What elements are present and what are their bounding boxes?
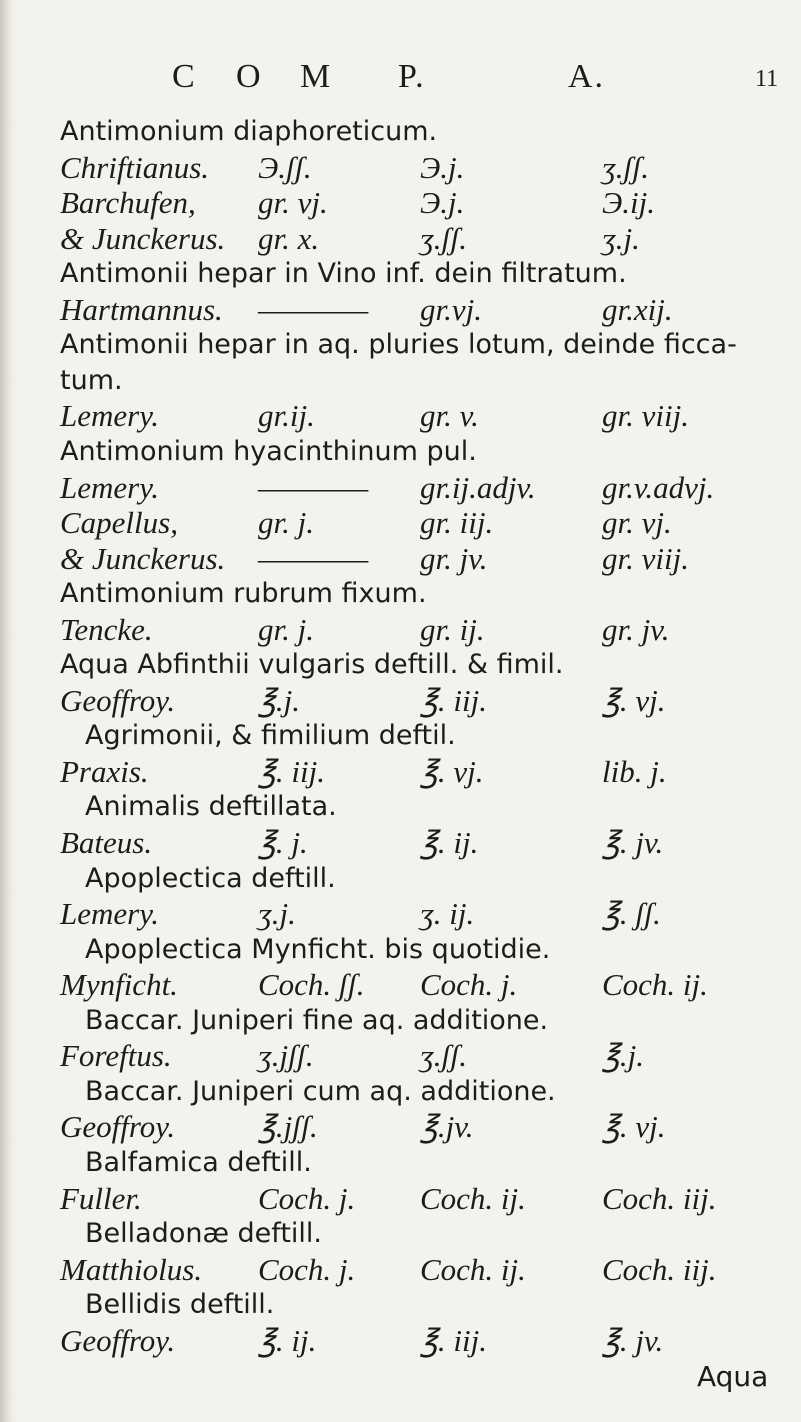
dose-value: ʒ.j. <box>602 220 640 256</box>
dose-value: gr.vj. <box>420 291 482 327</box>
running-header <box>0 58 801 98</box>
line-text: Agrimonii, & fimilium deftil. <box>85 720 456 752</box>
dose-value: gr. vj. <box>602 505 672 541</box>
line-text: Aqua Abfinthii vulgaris deftill. & fimil. <box>60 649 564 681</box>
dose-value: ℥. ij. <box>420 825 479 860</box>
dose-value: ℥. j. <box>258 825 308 860</box>
header-letter: C <box>172 58 197 95</box>
dose-value: gr. viij. <box>602 540 689 576</box>
dose-value: ℥.j. <box>602 1038 645 1074</box>
dose-value: Coch. ij. <box>420 1180 526 1216</box>
dose-value: ℥. jv. <box>602 825 664 860</box>
author-name: & Junckerus. <box>60 220 226 256</box>
author-name: Geoffroy. <box>60 682 176 718</box>
author-name: Foreftus. <box>60 1038 172 1074</box>
dose-value: gr. j. <box>258 505 314 541</box>
dose-value: ———— <box>258 291 369 327</box>
line-text: Antimonium diaphoreticum. <box>60 116 438 147</box>
line-text: Bellidis deftill. <box>85 1289 275 1321</box>
dose-value: ʒ.j. <box>258 896 296 932</box>
author-name: Bateus. <box>60 825 153 860</box>
line-text: Apoplectica deftill. <box>85 862 336 894</box>
dose-row <box>0 1321 801 1365</box>
dose-value: gr. jv. <box>420 540 488 576</box>
author-name: Tencke. <box>60 611 153 647</box>
line-text: tum. <box>60 364 123 396</box>
header-letter: O <box>236 58 263 95</box>
line-text: Antimonii hepar in aq. pluries lotum, deinde ficca- <box>60 329 737 361</box>
dose-value: Coch. j. <box>420 967 518 1003</box>
author-name: Chriftianus. <box>60 149 210 185</box>
dose-value: ℥. vj. <box>602 682 666 718</box>
author-name: Hartmannus. <box>60 291 223 327</box>
dose-value: ℥. iij. <box>420 1322 487 1358</box>
dose-value: ℥.j. <box>258 682 301 718</box>
dose-value: Coch. iij. <box>602 1251 717 1287</box>
dose-value: Coch. ʃʃ. <box>258 967 365 1003</box>
author-name: Geoffroy. <box>60 1109 176 1145</box>
dose-value: ʒ.ʃʃ. <box>420 1038 468 1074</box>
dose-value: ℥. vj. <box>602 1109 666 1145</box>
dose-value: ʒ.ʃʃ. <box>602 149 650 185</box>
dose-value: ———— <box>258 540 369 576</box>
author-name: Mynficht. <box>60 967 178 1003</box>
dose-value: Э.j. <box>420 185 465 221</box>
dose-value: Coch. ij. <box>420 1251 526 1287</box>
dose-value: gr. iij. <box>420 505 494 541</box>
dose-value: lib. j. <box>602 753 667 789</box>
dose-value: Coch. iij. <box>602 1180 717 1216</box>
header-letter: M <box>300 58 333 95</box>
author-name: Fuller. <box>60 1180 142 1216</box>
line-text: Antimonium hyacinthinum pul. <box>60 435 477 467</box>
dose-value: Э.ʃʃ. <box>258 149 312 185</box>
dose-value: gr. vj. <box>258 185 328 221</box>
dose-value: ———— <box>258 469 369 505</box>
dose-value: gr. ij. <box>420 611 485 647</box>
header-letter: A. <box>568 58 606 95</box>
dose-value: Coch. ij. <box>602 967 708 1003</box>
dose-value: ℥. ʃʃ. <box>602 896 661 932</box>
catchword: Aqua <box>697 1360 769 1393</box>
line-text: Apoplectica Mynficht. bis quotidie. <box>85 933 551 965</box>
dose-value: ʒ.ʃʃ. <box>420 220 468 256</box>
dose-value: Э.j. <box>420 149 465 185</box>
line-text: Antimonium rubrum fixum. <box>60 578 427 610</box>
dose-value: ℥. iij. <box>258 753 325 789</box>
dose-value: Coch. j. <box>258 1251 356 1287</box>
line-text: Animalis deftillata. <box>85 791 337 823</box>
author-name: Lemery. <box>60 896 160 932</box>
author-name: Matthiolus. <box>60 1251 203 1287</box>
dose-value: gr. viij. <box>602 398 689 434</box>
line-text: Baccar. Juniperi fine aq. additione. <box>85 1004 549 1036</box>
dose-value: ʒ. ij. <box>420 896 475 932</box>
dose-value: gr. v. <box>420 398 479 434</box>
dose-value: gr.v.advj. <box>602 469 715 505</box>
dose-value: ℥.jʃʃ. <box>258 1109 318 1145</box>
dose-value: gr.xij. <box>602 291 673 327</box>
dose-value: Coch. j. <box>258 1180 356 1216</box>
dose-value: gr. x. <box>258 220 320 256</box>
author-name: Lemery. <box>60 469 160 505</box>
author-name: Barchufen, <box>60 185 196 221</box>
dose-value: ℥. ij. <box>258 1322 317 1358</box>
author-name: Praxis. <box>60 753 149 789</box>
dose-value: gr.ij.adjv. <box>420 469 536 505</box>
dose-value: ℥.jv. <box>420 1109 474 1145</box>
page-number: 11 <box>755 66 779 92</box>
dose-value: ℥. iij. <box>420 682 487 718</box>
author-name: Capellus, <box>60 505 178 541</box>
dose-value: ℥. vj. <box>420 753 484 789</box>
line-text: Antimonii hepar in Vino inf. dein filtratum. <box>60 258 627 290</box>
dose-value: gr. j. <box>258 611 314 647</box>
dose-value: ʒ.jʃʃ. <box>258 1038 314 1074</box>
author-name: & Junckerus. <box>60 540 226 576</box>
header-letter: P. <box>398 58 426 95</box>
dose-value: Э.ij. <box>602 185 656 221</box>
dose-value: gr.ij. <box>258 398 315 434</box>
author-name: Lemery. <box>60 398 160 434</box>
dose-value: ℥. jv. <box>602 1322 664 1358</box>
line-text: Baccar. Juniperi cum aq. additione. <box>85 1075 556 1107</box>
dose-value: gr. jv. <box>602 611 670 647</box>
line-text: Belladonæ deftill. <box>85 1218 323 1250</box>
line-text: Balfamica deftill. <box>85 1146 312 1178</box>
author-name: Geoffroy. <box>60 1322 176 1358</box>
